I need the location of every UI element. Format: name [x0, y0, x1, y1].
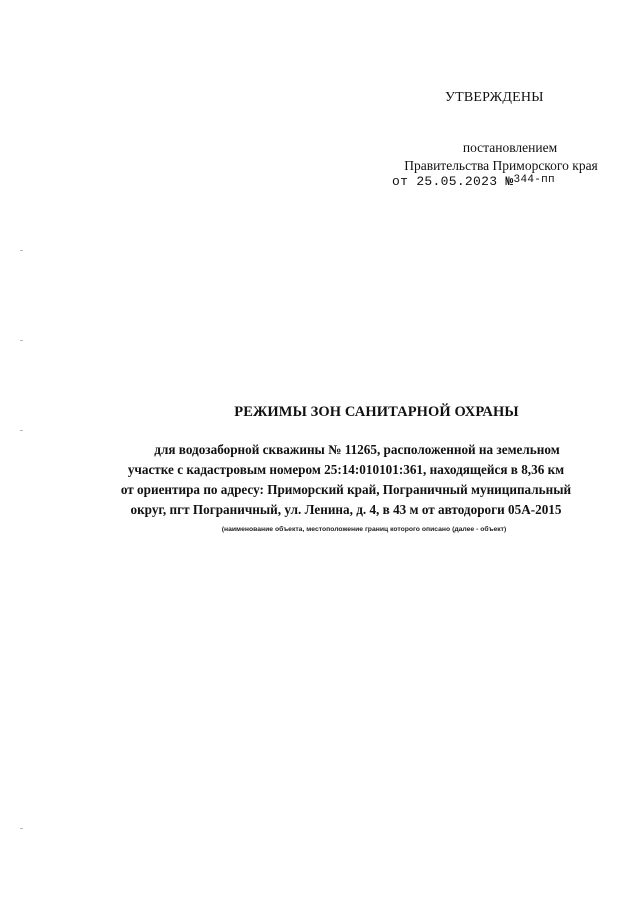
margin-mark — [20, 250, 23, 251]
margin-mark — [20, 430, 23, 431]
description-line: участке с кадастровым номером 25:14:010101:361, находящейся в 8,36 км — [127, 462, 565, 477]
description-line: для водозаборной скважины № 11265, расположенной на земельном — [154, 442, 560, 457]
document-title: РЕЖИМЫ ЗОН САНИТАРНОЙ ОХРАНЫ — [234, 404, 519, 420]
decree-date-line — [392, 174, 555, 189]
approved-heading: УТВЕРЖДЕНЫ — [445, 90, 544, 105]
object-note: (наименование объекта, местоположение границ которого описано (далее - объект) — [221, 526, 507, 533]
description-line: от ориентира по адресу: Приморский край, Пограничный муниципальный — [120, 482, 572, 497]
decree-label: постановлением — [462, 140, 558, 155]
decree-block — [386, 139, 616, 175]
decree-number: 344-пп — [513, 174, 555, 186]
date-prefix: от — [392, 174, 409, 189]
decree-date: 25.05.2023 — [416, 174, 498, 189]
object-description — [78, 440, 614, 520]
government-label: Правительства Приморского края — [404, 158, 598, 173]
margin-mark — [20, 340, 23, 341]
margin-mark — [20, 828, 23, 829]
description-line: округ, пгт Пограничный, ул. Ленина, д. 4, в 43 м от автодороги 05А-2015 — [130, 502, 562, 517]
number-sign: № — [505, 174, 514, 189]
